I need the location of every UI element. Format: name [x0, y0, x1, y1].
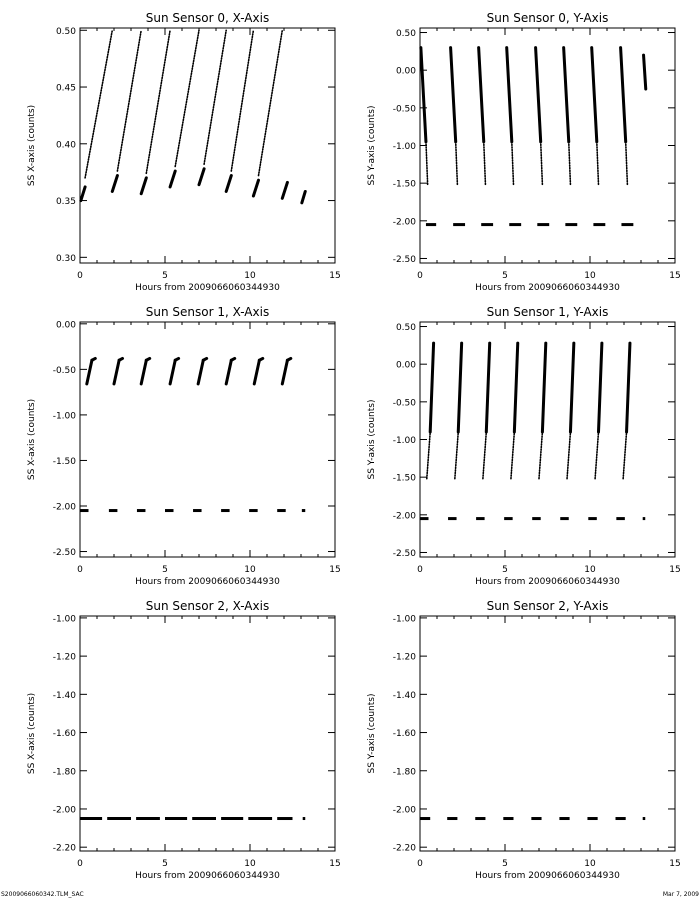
- x-tick-label: 10: [584, 565, 596, 575]
- y-tick-label: -2.20: [52, 843, 76, 854]
- data-segment: [456, 142, 458, 185]
- x-tick-label: 15: [669, 271, 681, 281]
- plot-frame: [420, 616, 675, 851]
- data-segment: [204, 30, 226, 164]
- y-tick-label: -1.00: [52, 614, 76, 625]
- y-tick-label: -1.80: [52, 767, 76, 778]
- x-tick-label: 15: [329, 271, 341, 281]
- x-tick-label: 5: [502, 859, 508, 869]
- data-segment: [592, 48, 597, 142]
- data-segment: [302, 191, 305, 202]
- y-tick-label: -1.40: [392, 690, 416, 701]
- data-segment: [175, 30, 199, 166]
- data-segment: [621, 48, 626, 142]
- data-segment: [92, 358, 95, 360]
- data-series-1: [87, 358, 291, 384]
- data-segment: [87, 360, 92, 384]
- y-tick-label: -1.20: [392, 652, 416, 663]
- chart-panel-2: [367, 11, 681, 293]
- data-segment: [626, 142, 628, 185]
- y-tick-label: 0.00: [395, 360, 416, 371]
- data-segment: [259, 358, 262, 360]
- x-tick-label: 0: [417, 859, 423, 869]
- y-tick-label: 0.50: [55, 26, 76, 37]
- plot-frame: [80, 616, 335, 851]
- y-tick-label: -1.60: [392, 729, 416, 740]
- data-segment: [146, 30, 170, 173]
- y-tick-label: 0.45: [55, 83, 76, 94]
- data-segment: [512, 142, 514, 185]
- data-segment: [597, 142, 599, 185]
- data-segment: [623, 432, 626, 479]
- y-tick-label: -2.00: [52, 805, 76, 816]
- y-tick-label: -2.50: [392, 254, 416, 265]
- data-segment: [644, 55, 646, 89]
- y-tick-label: -0.50: [392, 104, 416, 115]
- data-segment: [541, 142, 543, 185]
- x-tick-label: 15: [669, 565, 681, 575]
- x-tick-label: 10: [244, 565, 256, 575]
- y-tick-label: 0.00: [395, 66, 416, 77]
- x-tick-label: 15: [329, 859, 341, 869]
- y-tick-label: 0.35: [55, 197, 76, 208]
- data-segment: [455, 432, 458, 479]
- data-segment: [175, 358, 178, 360]
- chart-panel-5: [27, 599, 341, 881]
- data-segment: [570, 343, 573, 432]
- data-segment: [430, 343, 433, 432]
- x-axis-label: Hours from 2009066060344930: [475, 283, 620, 293]
- data-segment: [483, 432, 486, 479]
- x-tick-label: 0: [77, 271, 83, 281]
- data-segment: [287, 358, 290, 360]
- y-tick-label: -1.20: [52, 652, 76, 663]
- data-segment: [254, 360, 259, 384]
- data-segment: [569, 142, 571, 185]
- y-tick-label: 0.40: [55, 140, 76, 151]
- data-segment: [542, 343, 545, 432]
- y-tick-label: -1.50: [392, 473, 416, 484]
- x-tick-label: 10: [244, 271, 256, 281]
- data-segment: [203, 358, 206, 360]
- x-tick-label: 0: [77, 859, 83, 869]
- x-axis-label: Hours from 2009066060344930: [135, 871, 280, 881]
- chart-title: Sun Sensor 0, X-Axis: [145, 11, 270, 25]
- y-tick-label: -1.80: [392, 767, 416, 778]
- data-series-1: [427, 343, 630, 479]
- chart-title: Sun Sensor 2, X-Axis: [145, 599, 270, 613]
- data-segment: [564, 48, 569, 142]
- chart-panel-1: [27, 11, 341, 293]
- y-tick-label: -1.60: [52, 729, 76, 740]
- y-tick-label: -1.00: [52, 411, 76, 422]
- data-segment: [146, 358, 149, 360]
- data-segment: [81, 187, 85, 201]
- data-segment: [198, 360, 203, 384]
- y-tick-label: 0.30: [55, 253, 76, 264]
- data-segment: [231, 358, 234, 360]
- y-tick-label: 0.00: [55, 320, 76, 331]
- data-segment: [599, 343, 602, 432]
- data-segment: [114, 360, 119, 384]
- data-segment: [231, 30, 253, 171]
- y-tick-label: -1.50: [392, 179, 416, 190]
- data-segment: [458, 343, 461, 432]
- data-segment: [170, 171, 175, 187]
- x-tick-label: 15: [329, 565, 341, 575]
- y-tick-label: -1.00: [392, 614, 416, 625]
- data-segment: [507, 48, 512, 142]
- x-tick-label: 5: [162, 859, 168, 869]
- chart-title: Sun Sensor 0, Y-Axis: [486, 11, 609, 25]
- x-tick-label: 5: [502, 565, 508, 575]
- data-segment: [119, 358, 122, 360]
- y-tick-label: -1.00: [392, 142, 416, 152]
- data-segment: [141, 360, 146, 384]
- data-segment: [426, 142, 428, 185]
- y-tick-label: -2.20: [392, 843, 416, 854]
- x-tick-label: 10: [584, 859, 596, 869]
- x-tick-label: 0: [417, 565, 423, 575]
- data-segment: [226, 360, 231, 384]
- data-segment: [141, 178, 146, 194]
- data-series-1: [81, 30, 305, 203]
- x-axis-label: Hours from 2009066060344930: [135, 577, 280, 587]
- y-axis-label: SS Y-axis (counts): [367, 399, 377, 480]
- x-tick-label: 15: [669, 859, 681, 869]
- chart-title: Sun Sensor 1, X-Axis: [145, 305, 270, 319]
- data-segment: [170, 360, 175, 384]
- data-segment: [514, 343, 517, 432]
- data-segment: [479, 48, 484, 142]
- y-tick-label: -0.50: [392, 398, 416, 409]
- y-tick-label: -2.50: [52, 548, 76, 559]
- data-segment: [511, 432, 514, 479]
- x-tick-label: 0: [77, 565, 83, 575]
- data-segment: [536, 48, 541, 142]
- y-tick-label: -2.00: [392, 805, 416, 816]
- data-segment: [484, 142, 486, 185]
- y-tick-label: -0.50: [52, 365, 76, 376]
- data-segment: [539, 432, 542, 479]
- x-axis-label: Hours from 2009066060344930: [475, 871, 620, 881]
- data-segment: [226, 176, 231, 192]
- footer-filename: S2009066060342.TLM_SAC: [1, 891, 84, 898]
- y-tick-label: -1.50: [52, 456, 76, 467]
- data-segment: [253, 180, 258, 196]
- y-axis-label: SS X-axis (counts): [27, 104, 37, 187]
- chart-panel-4: [367, 305, 681, 587]
- data-segment: [427, 432, 430, 479]
- data-segment: [451, 48, 456, 142]
- data-segment: [567, 432, 570, 479]
- data-segment: [421, 48, 426, 142]
- data-segment: [282, 182, 287, 198]
- data-segment: [112, 176, 117, 192]
- data-segment: [282, 360, 287, 384]
- x-axis-label: Hours from 2009066060344930: [135, 283, 280, 293]
- x-axis-label: Hours from 2009066060344930: [475, 577, 620, 587]
- data-segment: [595, 432, 598, 479]
- chart-title: Sun Sensor 2, Y-Axis: [486, 599, 609, 613]
- data-series-1: [421, 48, 646, 185]
- y-axis-label: SS Y-axis (counts): [367, 693, 377, 774]
- x-tick-label: 0: [417, 271, 423, 281]
- x-tick-label: 5: [162, 271, 168, 281]
- x-tick-label: 10: [244, 859, 256, 869]
- chart-panel-6: [367, 599, 681, 881]
- y-tick-label: -2.00: [392, 511, 416, 522]
- y-tick-label: -1.00: [392, 436, 416, 446]
- data-segment: [85, 30, 112, 178]
- y-tick-label: -1.40: [52, 690, 76, 701]
- y-tick-label: 0.50: [395, 29, 416, 40]
- chart-title: Sun Sensor 1, Y-Axis: [486, 305, 609, 319]
- y-axis-label: SS Y-axis (counts): [367, 105, 377, 186]
- data-segment: [627, 343, 630, 432]
- x-tick-label: 5: [502, 271, 508, 281]
- data-segment: [199, 169, 204, 185]
- y-tick-label: -2.00: [392, 217, 416, 228]
- data-segment: [259, 30, 283, 175]
- y-axis-label: SS X-axis (counts): [27, 692, 37, 775]
- footer-date: Mar 7, 2009: [662, 891, 699, 898]
- y-tick-label: 0.50: [395, 323, 416, 334]
- plot-frame: [420, 28, 675, 263]
- x-tick-label: 5: [162, 565, 168, 575]
- y-tick-label: -2.50: [392, 548, 416, 559]
- x-tick-label: 10: [584, 271, 596, 281]
- data-segment: [486, 343, 489, 432]
- data-segment: [117, 30, 141, 171]
- y-axis-label: SS X-axis (counts): [27, 398, 37, 481]
- y-tick-label: -2.00: [52, 502, 76, 513]
- chart-panel-3: [27, 305, 341, 587]
